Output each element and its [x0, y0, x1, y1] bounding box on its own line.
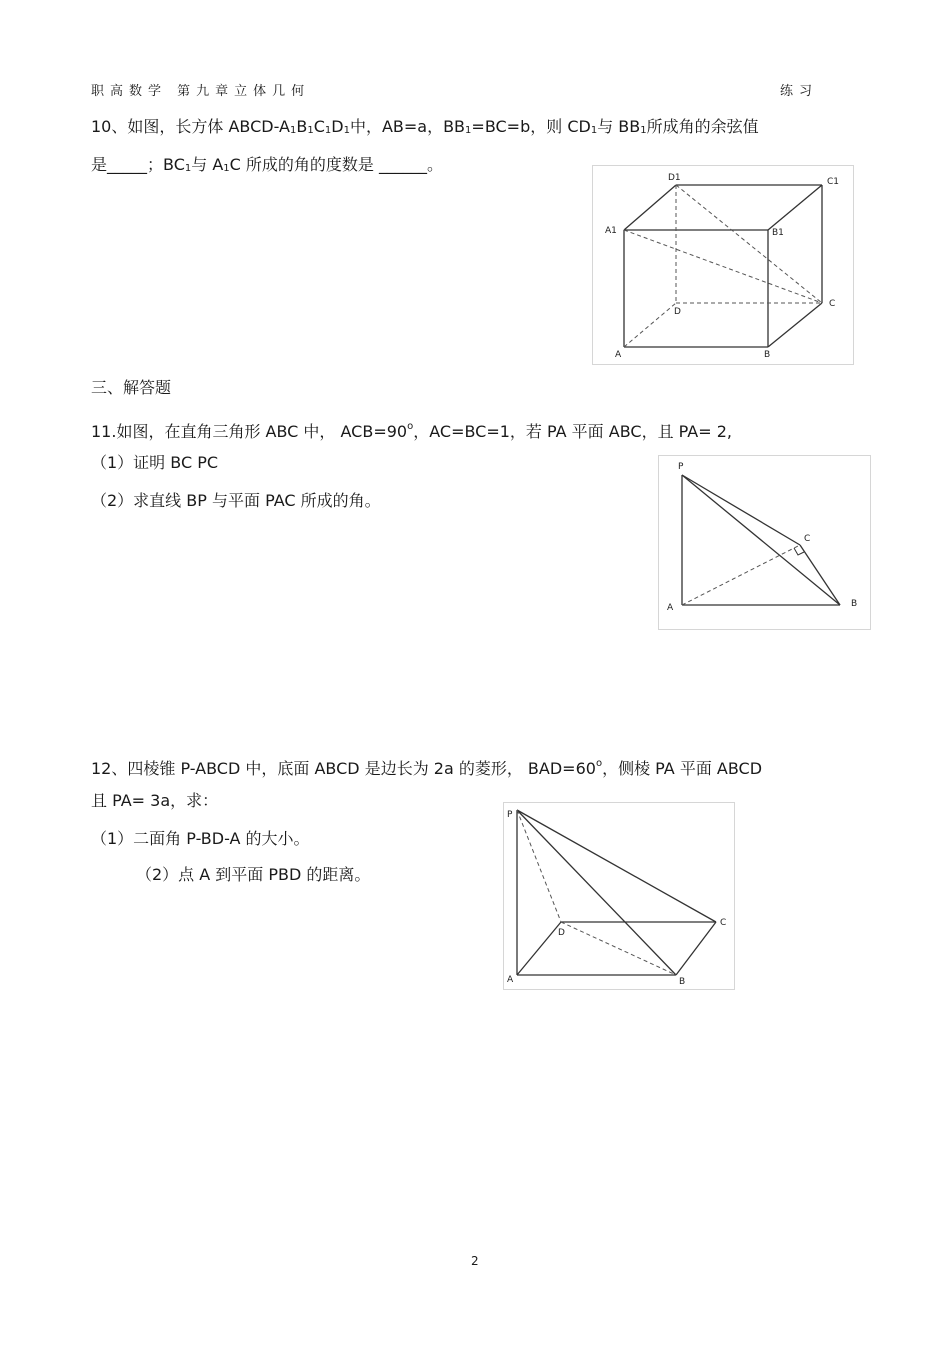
q10-text-g: 与 A [191, 155, 224, 174]
q10-line-1 [91, 117, 759, 141]
edge-p-b [517, 810, 676, 975]
q11-line-1 [91, 417, 732, 442]
q10-sub-2: 1 [307, 125, 314, 136]
label-c: C [804, 534, 811, 544]
edge-b1-c1 [768, 185, 822, 230]
q11-degree: o [407, 421, 414, 432]
section-title: 三、解答题 [91, 378, 172, 397]
q10-d1: D [331, 117, 344, 136]
q10-text-f: 是_____；BC [91, 155, 185, 174]
q10-sub-5: 1 [465, 125, 472, 136]
q10-text-d: 与 BB [597, 117, 641, 136]
q10-line-2 [91, 155, 443, 179]
label-b: B [679, 977, 686, 987]
label-d: D [558, 928, 565, 938]
edge-p-b [682, 475, 840, 605]
label-d1: D1 [668, 173, 681, 183]
edge-p-d-hidden [517, 810, 561, 922]
q10-text-e: 所成角的余弦值 [646, 117, 759, 136]
q10-b1: B [296, 117, 308, 136]
edge-c-b [800, 545, 840, 605]
q10-sub-8: 1 [184, 163, 192, 174]
q10-c1: C [313, 117, 325, 136]
edge-a-d-hidden [624, 303, 676, 347]
label-p: P [678, 462, 684, 472]
label-d: D [674, 307, 681, 317]
label-c: C [720, 918, 727, 928]
q12-part-2: （2）点 A 到平面 PBD 的距离。 [136, 865, 371, 884]
q10-text-h: C 所成的角的度数是 ______。 [229, 155, 444, 174]
q11-part-1: （1）证明 BC PC [91, 453, 219, 472]
header-left: 职高数学 第九章立体几何 [91, 84, 311, 99]
label-b: B [851, 599, 858, 609]
label-a: A [667, 603, 674, 613]
q11-figure-tetrahedron [658, 455, 871, 630]
q10-text-b: 中，AB=a，BB [349, 117, 466, 136]
label-b: B [764, 350, 771, 360]
q10-text-a: 10、如图，长方体 ABCD-A [91, 117, 290, 136]
q10-figure-cuboid [592, 165, 854, 365]
q10-figure-frame [593, 166, 854, 365]
label-c1: C1 [827, 177, 840, 187]
q12-degree: o [595, 758, 603, 769]
label-a: A [615, 350, 622, 360]
edge-a-d [517, 922, 561, 975]
label-b1: B1 [772, 228, 784, 238]
q10-sub-3: 1 [324, 125, 332, 136]
q10-sub-4: 1 [343, 125, 350, 136]
q12-text-b: ，侧棱 PA 平面 ABCD [602, 759, 763, 778]
edge-b-c [676, 922, 716, 975]
q10-sub-9: 1 [223, 163, 230, 174]
edge-d-b-hidden [561, 922, 676, 975]
edge-a-c-hidden [682, 545, 800, 605]
q12-line-2: 且 PA= 3a，求： [91, 791, 219, 810]
q12-part-1: （1）二面角 P-BD-A 的大小。 [91, 829, 310, 848]
q11-part-2: （2）求直线 BP 与平面 PAC 所成的角。 [91, 491, 381, 510]
edge-p-c [517, 810, 716, 922]
q12-text-a: 12、四棱锥 P-ABCD 中，底面 ABCD 是边长为 2a 的菱形， BAD=60 [91, 759, 596, 778]
q12-figure-frame [504, 803, 735, 990]
q10-sub-7: 1 [640, 125, 647, 136]
label-a1: A1 [605, 226, 617, 236]
page-number: 2 [471, 1254, 479, 1268]
q10-text-c: =BC=b，则 CD [471, 117, 591, 136]
label-a: A [507, 975, 514, 985]
q12-figure-pyramid [503, 802, 735, 990]
edge-a1-d1 [624, 185, 676, 230]
diag-a1-c [624, 230, 822, 303]
q10-sub-6: 1 [590, 125, 598, 136]
edge-b-c [768, 303, 822, 347]
q12-line-1 [91, 754, 762, 779]
q11-text-a: 11.如图，在直角三角形 ABC 中， ACB=90 [91, 422, 408, 441]
edge-p-c [682, 475, 800, 545]
q10-sub-1: 1 [289, 125, 297, 136]
label-c: C [829, 299, 836, 309]
header-right: 练习 [780, 84, 819, 99]
label-p: P [507, 810, 513, 820]
q11-text-b: ，AC=BC=1，若 PA 平面 ABC，且 PA= 2, [413, 422, 732, 441]
